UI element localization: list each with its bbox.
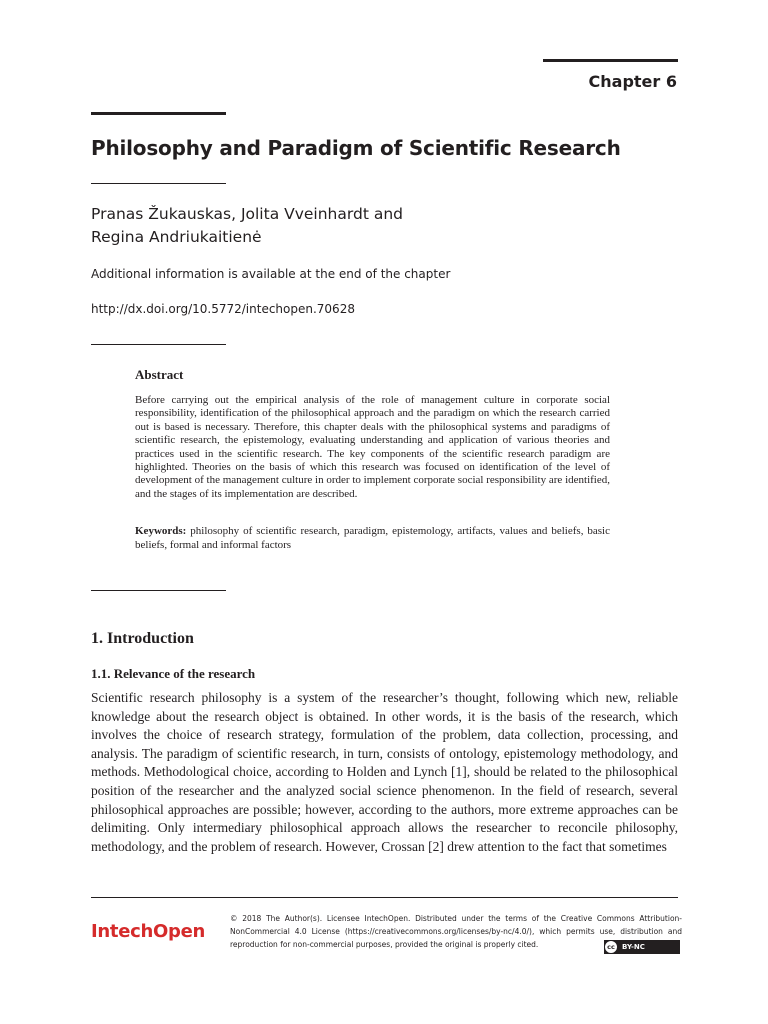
additional-info-note: Additional information is available at the end of the chapter: [91, 267, 451, 281]
title-rule-bottom: [91, 183, 226, 184]
subsection-heading-relevance: 1.1. Relevance of the research: [91, 666, 256, 681]
abstract-rule-bottom: [91, 590, 226, 591]
header-rule-top: [543, 59, 678, 62]
authors-line-1: Pranas Žukauskas, Jolita Vveinhardt and: [91, 205, 403, 223]
keywords: [135, 525, 610, 552]
cc-icon: cc: [604, 940, 618, 954]
abstract-block: [135, 367, 610, 552]
page-title: Philosophy and Paradigm of Scientific Research: [91, 136, 621, 160]
authors-line-2: Regina Andriukaitienė: [91, 228, 262, 246]
abstract-rule-top: [91, 344, 226, 345]
cc-license-badge: [604, 940, 680, 954]
publisher-logo: IntechOpen: [91, 921, 206, 942]
cc-badge-label: BY-NC: [622, 943, 645, 951]
body-paragraph: Scientific research philosophy is a system of the researcher’s thought, following which new, reliable knowledge about the research object is obtained. In other words, it is the basis of the research, which involves the choice of research strategy, formulation of the problem, data collection, processing, and analysis. The paradigm of scientific research, in turn, consists of ontology, epistemology methodology, and methods. Methodological choice, according to Holden and Lynch [1], should be related to the philosophical position of the researcher and the analyzed social science phenomenon. In the field of research, several philosophical approaches are possible; however, according to the authors, more extreme approaches can be delimiting. Only intermediary philosophical approach allows the researcher to reconcile philosophy, methodology, and the problem of research. However, Crossan [2] drew attention to the fact that sometimes: [91, 690, 678, 854]
author-list: [91, 203, 511, 249]
abstract-heading: Abstract: [135, 367, 184, 382]
license-text: © 2018 The Author(s). Licensee IntechOpen. Distributed under the terms of the Creative Commons Attribution-NonCommercial 4.0 License (https://creativecommons.org/licenses/by-nc/4.0/), which permits use, distribution and reproduction for non-commercial purposes, provided the original is properly cited.: [230, 914, 682, 949]
keywords-list: philosophy of scientific research, paradigm, epistemology, artifacts, values and beliefs, basic beliefs, formal and informal factors: [135, 525, 610, 551]
chapter-label: Chapter 6: [588, 72, 677, 91]
keywords-label: Keywords:: [135, 525, 187, 538]
section-heading-introduction: 1. Introduction: [91, 630, 194, 647]
footer-rule: [91, 897, 678, 898]
doi-link[interactable]: http://dx.doi.org/10.5772/intechopen.70628: [91, 302, 355, 316]
title-rule-top: [91, 112, 226, 115]
abstract-text: Before carrying out the empirical analysis of the role of management culture in corporate social responsibility, identification of the philosophical approach and the paradigm on which the research carried out is based is necessary. Therefore, this chapter deals with the philosophical systems and paradigms of scientific research, the epistemology, evaluating understanding and application of various theories and practices used in the scientific research. The key components of the scientific research paradigm are highlighted. Theories on the basis of which this research was focused on identification of the level of development of the management culture in order to implement corporate social responsibility are identified, and the stages of its implementation are described.: [135, 394, 610, 500]
